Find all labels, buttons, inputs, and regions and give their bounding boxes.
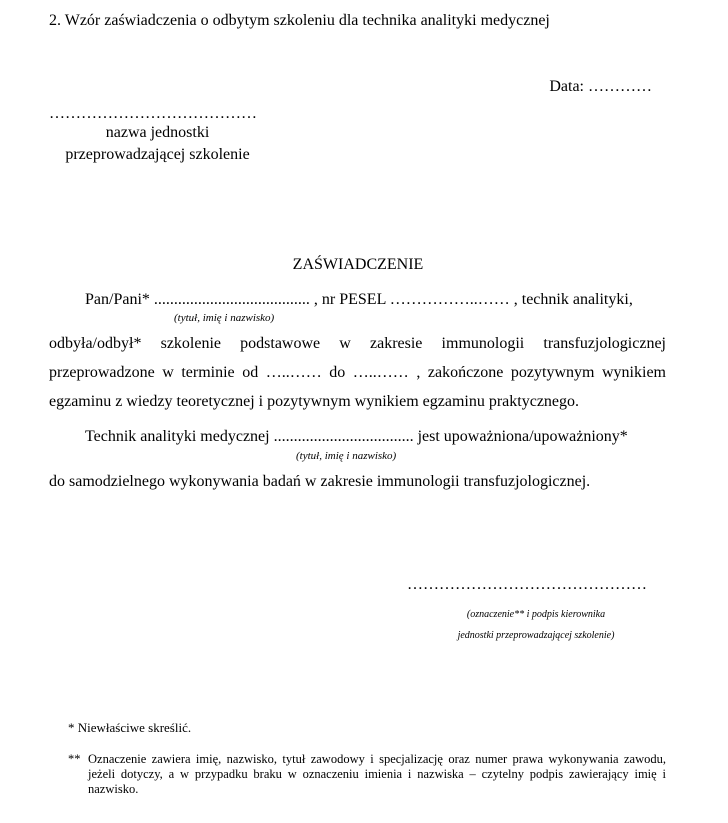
paragraph1-line3: przeprowadzone w terminie od …..…… do …..…… , zakończone pozytywnym wynikiem [49,364,666,381]
signature-dots: ……………………………………… [407,576,647,593]
paragraph2-note: (tytuł, imię i nazwisko) [296,450,397,462]
signature-caption-continued: jednostki przeprowadzającej szkolenie) [457,630,615,641]
paragraph1-note: (tytuł, imię i nazwisko) [174,312,275,324]
paragraph2-line1: Technik analityki medycznej ................................... jest upoważniona/upoważniony* [85,428,628,445]
signature-caption: (oznaczenie** i podpis kierownika [466,609,606,620]
paragraph1-line1: Pan/Pani* ....................................... , nr PESEL ……………..…… , technik analityki, [85,291,633,308]
paragraph1-line4: egzaminu z wiedzy teoretycznej i pozytywnym wynikiem egzaminu praktycznego. [49,393,580,410]
date-field: Data: ………… [549,78,652,95]
certificate-title: ZAŚWIADCZENIE [292,256,424,273]
unit-name-label-continued: przeprowadzającej szkolenie [65,146,250,163]
unit-name-dots: ………………………………… [49,105,257,122]
unit-name-label: nazwa jednostki [105,124,210,141]
paragraph1-line2: odbyła/odbył* szkolenie podstawowe w zakresie immunologii transfuzjologicznej [49,335,666,352]
paragraph2-line2: do samodzielnego wykonywania badań w zakresie immunologii transfuzjologicznej. [49,473,591,490]
footnote-marker: ** [68,752,81,766]
footnote-designation: Oznaczenie zawiera imię, nazwisko, tytuł zawodowy i specjalizację oraz numer prawa wykonywania zawodu, jeżeli dotyczy, a w przypadku braku w oznaczeniu imienia i nazwiska – czytelny podpis zawierający imię i nazwisko. [88,752,666,796]
document-header: 2. Wzór zaświadczenia o odbytym szkoleniu dla technika analityki medycznej [49,12,550,29]
footnote-strike-out: * Niewłaściwe skreślić. [68,720,192,735]
